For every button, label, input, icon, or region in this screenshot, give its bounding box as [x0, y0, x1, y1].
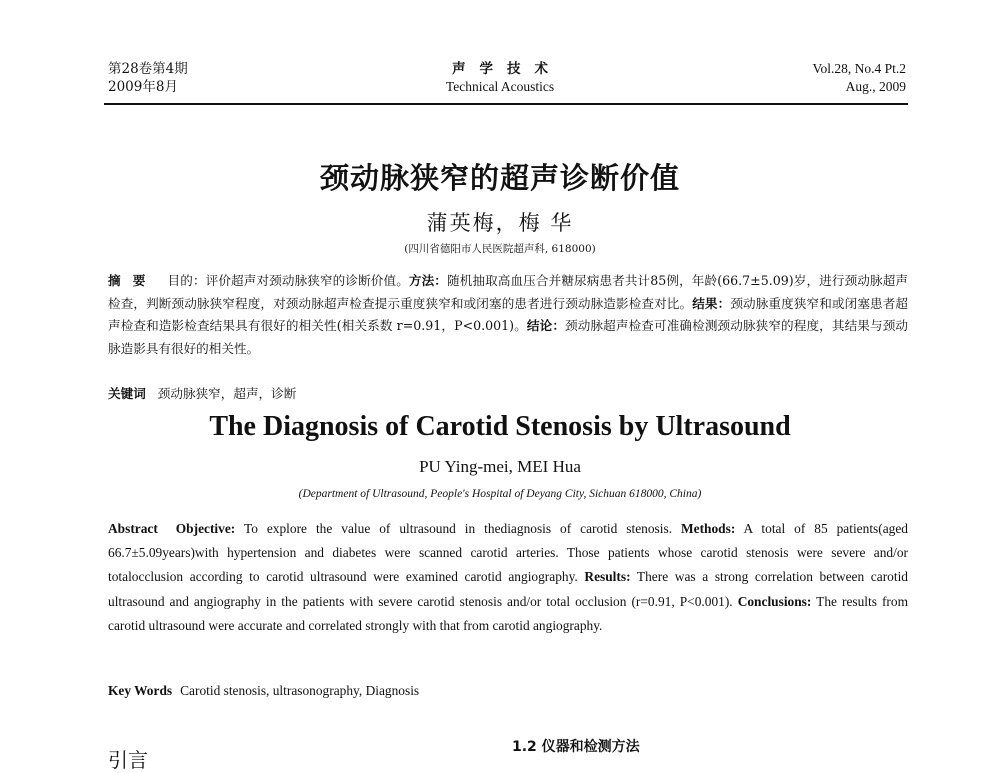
methods-en: A total of 85 patients(aged 66.7±5.09years)with hypertension and diabetes were scanned carotid arteries. Those patients whose carotid stenosis were severe and/or totalocclusion according to carotid ultrasound were examined carotid angiography.	[108, 521, 908, 585]
issue-date: 2009年8月	[108, 79, 178, 95]
volume-issue: 第28卷第4期	[108, 61, 188, 77]
keywords-cn-label: 关键词	[108, 386, 146, 401]
journal-name-cn: 声学技术	[452, 61, 562, 77]
methods-label-cn: 方法：	[408, 273, 447, 288]
section-heading-instruments: 1.2 仪器和检测方法	[512, 739, 640, 755]
journal-volume-en	[812, 60, 906, 96]
keywords-en-label: Key Words	[108, 683, 173, 698]
objective-en: To explore the value of ultrasound in thediagnosis of carotid stenosis.	[235, 521, 681, 536]
abstract-cn-label: 摘要	[108, 273, 158, 288]
title-cn: 颈动脉狭窄的超声诊断价值	[319, 161, 680, 195]
conclusion-label-cn: 结论：	[526, 318, 566, 334]
keywords-cn	[108, 384, 296, 404]
objective-label-en: Objective:	[175, 521, 236, 536]
results-cn: 颈动脉重度狭窄和或闭塞患者超声检查和造影检查结果具有很好的相关性(相关系数 r=0.91，P<0.001)。	[108, 295, 909, 334]
abstract-cn	[108, 270, 908, 360]
methods-cn: 随机抽取高血压合并糖尿病患者共计85例，年龄(66.7±5.09)岁，进行颈动脉超声检查，判断颈动脉狭窄程度，对颈动脉超声检查提示重度狭窄和或闭塞的患者进行颈动脉造影检查对比。	[108, 273, 908, 311]
authors-cn: 蒲英梅，梅 华	[426, 211, 574, 235]
results-label-en: Results:	[584, 569, 631, 585]
header-rule	[104, 103, 908, 105]
abstract-en-label: Abstract	[108, 521, 158, 536]
objective-cn: 评价超声对颈动脉狭窄的诊断价值。	[205, 273, 409, 288]
conclusions-label-en: Conclusions:	[737, 593, 812, 609]
results-en: There was a strong correlation between carotid ultrasound and angiography in the patients with severe carotid stenosis and/or total occlusion (r=0.91, P<0.001).	[108, 569, 908, 609]
methods-label-en: Methods:	[681, 521, 736, 536]
date-en: Aug., 2009	[845, 79, 906, 94]
title-en: The Diagnosis of Carotid Stenosis by Ultrasound	[209, 411, 791, 442]
section-heading-introduction: 引言	[108, 748, 148, 772]
journal-name-en: Technical Acoustics	[445, 79, 555, 94]
abstract-en	[108, 517, 908, 638]
results-label-cn: 结果：	[692, 295, 731, 311]
conclusions-en: The results from carotid ultrasound were accurate and correlated strongly with that from carotid angiography.	[108, 593, 908, 633]
affiliation-en: (Department of Ultrasound, People's Hospital of Deyang City, Sichuan 618000, China)	[298, 488, 702, 500]
volume-en: Vol.28, No.4 Pt.2	[812, 61, 906, 76]
keywords-en	[108, 683, 419, 699]
objective-label-cn: 目的：	[167, 273, 206, 288]
affiliation-cn: (四川省德阳市人民医院超声科, 618000)	[404, 243, 596, 255]
authors-en: PU Ying-mei, MEI Hua	[419, 457, 581, 476]
keywords-en-text: Carotid stenosis, ultrasonography, Diagnosis	[180, 683, 420, 698]
keywords-cn-text: 颈动脉狭窄，超声，诊断	[157, 386, 297, 401]
conclusion-cn: 颈动脉超声检查可准确检测颈动脉狭窄的程度，其结果与颈动脉造影具有很好的相关性。	[108, 318, 909, 356]
